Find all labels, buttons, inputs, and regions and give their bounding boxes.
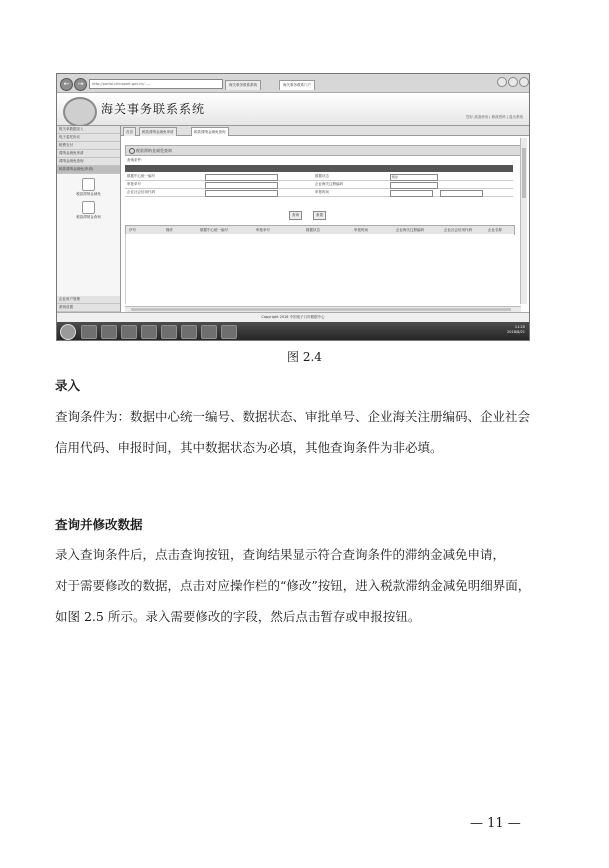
star-icon[interactable]: [508, 77, 518, 87]
sidebar-item[interactable]: 税费支付: [57, 142, 120, 150]
sidebar-item[interactable]: 报关单数据录入: [57, 126, 120, 134]
field-label: 企业社会信用代码: [127, 190, 155, 194]
browser-tab-1[interactable]: 海关事务联系系统: [225, 80, 261, 90]
form-row: [125, 173, 513, 181]
paragraph-line: 录入查询条件后，点击查询按钮，查询结果显示符合查询条件的滞纳金减免申请，: [55, 547, 506, 562]
browser-tab-2[interactable]: 海关事务联系门户: [279, 80, 315, 90]
system-title: 海关事务联系系统: [101, 102, 206, 116]
sidebar-shortcut[interactable]: [57, 178, 120, 197]
sidebar-item[interactable]: 滞纳金减免申请: [57, 150, 120, 158]
app-icon[interactable]: [161, 325, 177, 339]
form-row: [125, 189, 513, 197]
vertical-scrollbar[interactable]: [520, 138, 527, 304]
forward-icon[interactable]: →: [74, 78, 87, 91]
home-icon[interactable]: [497, 77, 507, 87]
form-header-bar: [125, 165, 513, 172]
column-header: 申报时间: [354, 228, 368, 232]
field-label: 企业海关注册编码: [315, 182, 343, 186]
folder-icon[interactable]: [101, 325, 117, 339]
sidebar-item[interactable]: 系统设置: [57, 304, 120, 312]
app-icon[interactable]: [201, 325, 217, 339]
column-header: 企业社会信用代码: [444, 228, 472, 232]
system-tray[interactable]: [507, 325, 525, 335]
uniform-number-input[interactable]: [205, 174, 278, 181]
browser-toolbar: [57, 74, 529, 93]
credit-code-input[interactable]: [205, 190, 278, 197]
tab-home[interactable]: 首页: [123, 127, 136, 136]
sidebar-bottom: [57, 296, 120, 312]
column-header: 操作: [166, 228, 173, 232]
app-icon[interactable]: [181, 325, 197, 339]
status-select[interactable]: 暂存: [390, 174, 438, 181]
sidebar-item[interactable]: 滞纳金减免查询: [57, 158, 120, 166]
tab-query[interactable]: 税款滞纳金减免查询: [191, 127, 229, 136]
address-bar[interactable]: http://portal.chinaport.gov.cn/......: [89, 79, 223, 89]
sidebar: [57, 126, 121, 312]
column-header: 序号: [129, 228, 136, 232]
customs-code-input[interactable]: [390, 182, 438, 189]
paragraph: [55, 401, 560, 463]
sidebar-shortcut[interactable]: [57, 201, 120, 220]
column-header: 审批单号: [256, 228, 270, 232]
shortcut-label: 税款滞纳金查询: [76, 215, 101, 219]
section-heading: 录入: [55, 378, 81, 393]
taskbar: [57, 322, 529, 340]
app-icon[interactable]: [221, 325, 237, 339]
column-header: 企业名称: [488, 228, 502, 232]
main-panel: [121, 126, 529, 312]
result-grid-body: [125, 234, 514, 304]
media-icon[interactable]: [141, 325, 157, 339]
column-header: 数据中心统一编号: [200, 228, 228, 232]
column-header: 数据状态: [306, 228, 320, 232]
section-title: 税款滞纳金减免查询: [125, 145, 523, 156]
paragraph-line: 对于需要修改的数据，点击对应操作栏的“修改”按钮，进入税款滞纳金减免明细界面，: [55, 578, 531, 593]
form-row: [125, 181, 513, 189]
app-header: [57, 93, 529, 126]
window-icon[interactable]: [121, 325, 137, 339]
page-number: — 11 —: [470, 816, 521, 831]
paragraph-line: 如图 2.5 所示。录入需要修改的字段，然后点击暂存或申报按钮。: [55, 609, 421, 624]
tray-date: 2018/8/21: [507, 330, 525, 334]
section-heading: 查询并修改数据: [55, 517, 143, 532]
shortcut-label: 税款滞纳金减免: [76, 192, 101, 196]
paragraph-line: 信用代码、申报时间，其中数据状态为必填，其他查询条件为非必填。: [55, 440, 443, 455]
date-from-input[interactable]: [390, 190, 433, 197]
app-footer: Copyright 2018 中国电子口岸数据中心: [57, 312, 529, 322]
query-button[interactable]: 查询: [289, 211, 302, 220]
document-icon: [82, 178, 95, 191]
back-icon[interactable]: ←: [60, 78, 73, 91]
paragraph: [55, 539, 560, 632]
query-label: 查询条件:: [127, 158, 143, 162]
date-to-input[interactable]: [440, 190, 483, 197]
screenshot-figure: [56, 73, 530, 341]
header-links[interactable]: 您好,欢迎使用 | 修改密码 | 退出系统: [466, 115, 523, 119]
field-label: 申报时间: [315, 190, 329, 194]
field-label: 审批单号: [127, 182, 141, 186]
approval-number-input[interactable]: [205, 182, 278, 189]
tab-apply[interactable]: 税款滞纳金减免申请: [139, 127, 177, 136]
start-icon[interactable]: [60, 324, 76, 340]
figure-caption: 图 2.4: [287, 350, 322, 364]
sidebar-item-active[interactable]: 税款滞纳金减免(申请): [57, 166, 120, 174]
browser-icon[interactable]: [81, 325, 97, 339]
column-header: 企业海关注册编码: [396, 228, 424, 232]
customs-logo: [63, 97, 97, 127]
reset-button[interactable]: 重置: [313, 211, 326, 220]
sidebar-item[interactable]: 企业用户管理: [57, 296, 120, 304]
tray-time: 11:20: [514, 325, 525, 329]
page-tabbar: [121, 126, 529, 136]
paragraph-line: 查询条件为：数据中心统一编号、数据状态、审批单号、企业海关注册编码、企业社会: [55, 409, 531, 424]
sidebar-item[interactable]: 电子委托协议: [57, 134, 120, 142]
field-label: 数据中心统一编号: [127, 174, 155, 178]
document-icon: [82, 201, 95, 214]
field-label: 数据状态: [315, 174, 329, 178]
gear-icon[interactable]: [519, 77, 529, 87]
